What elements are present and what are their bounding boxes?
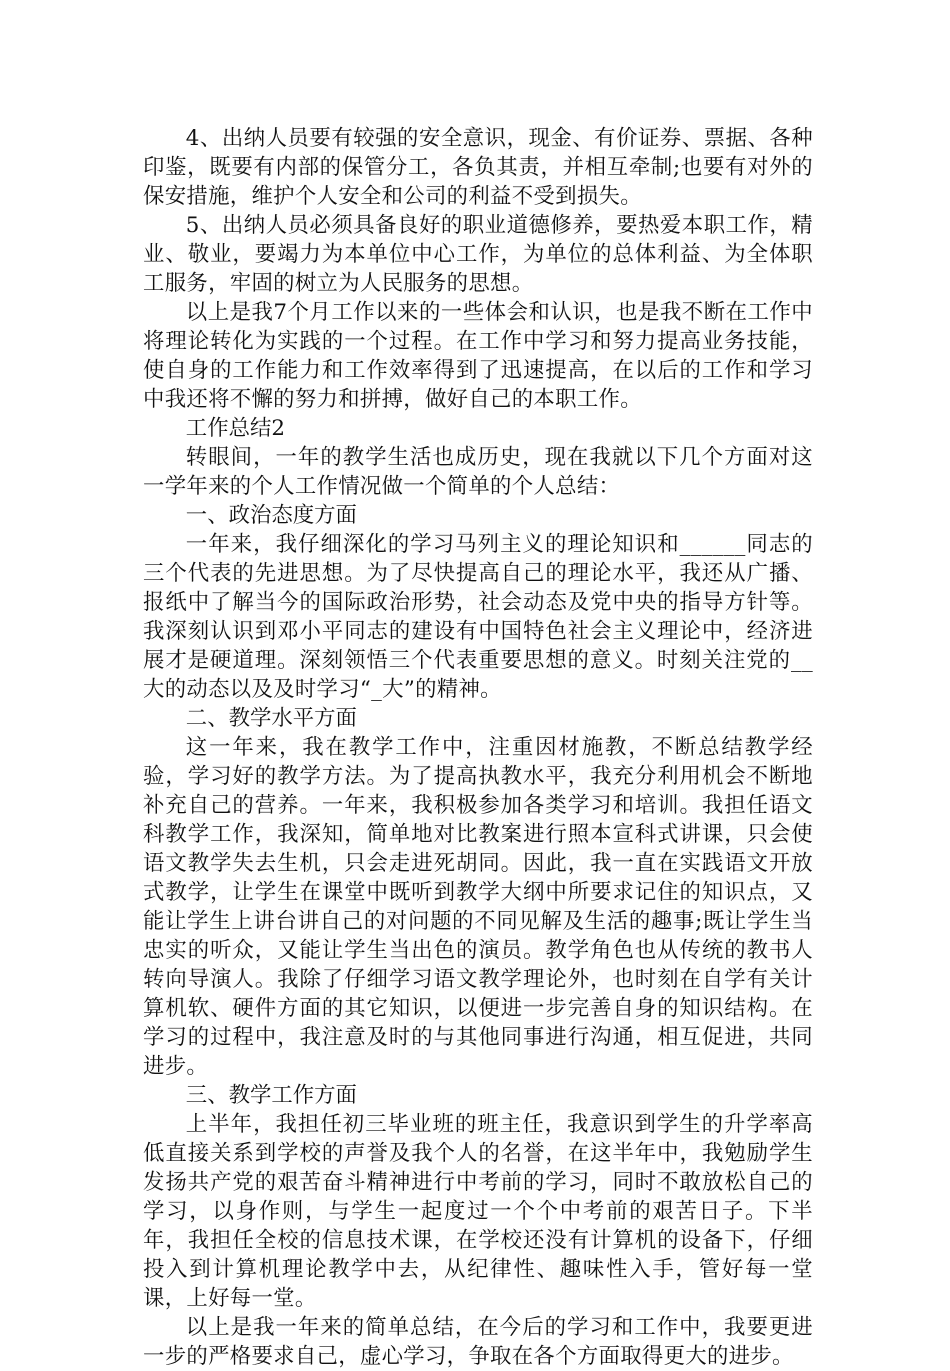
document-page (143, 124, 813, 1371)
heading-teaching-work: 三、教学工作方面 (185, 1083, 357, 1108)
section-title-work-summary-2: 工作总结2 (185, 416, 285, 441)
heading-teaching-level: 二、教学水平方面 (185, 706, 357, 731)
heading-political-attitude: 一、政治态度方面 (185, 503, 357, 528)
paragraph-teaching-level: 这一年来，我在教学工作中，注重因材施教，不断总结教学经验，学习好的教学方法。为了提高执教水平，我充分利用机会不断地补充自己的营养。一年来，我积极参加各类学习和培训。我担任语文科教学工作，我深知，简单地对比教案进行照本宣科式讲课，只会使语文教学失去生机，只会走进死胡同。因此，我一直在实践语文开放式教学，让学生在课堂中既听到教学大纲中所要求记住的知识点，又能让学生上讲台讲自己的对问题的不同见解及生活的趣事;既让学生当忠实的听众，又能让学生当出色的演员。教学角色也从传统的教书人转向导演人。我除了仔细学习语文教学理论外，也时刻在自学有关计算机软、硬件方面的其它知识，以便进一步完善自身的知识结构。在学习的过程中，我注意及时的与其他同事进行沟通，相互促进，共同进步。 (143, 735, 813, 1079)
paragraph-teaching-work: 上半年，我担任初三毕业班的班主任，我意识到学生的升学率高低直接关系到学校的声誉及我个人的名誉，在这半年中，我勉励学生发扬共产党的艰苦奋斗精神进行中考前的学习，同时不敢放松自己的学习，以身作则，与学生一起度过一个个中考前的艰苦日子。下半年，我担任全校的信息技术课，在学校还没有计算机的设备下，仔细投入到计算机理论教学中去，从纪律性、趣味性入手，管好每一堂课，上好每一堂。 (143, 1112, 813, 1311)
paragraph-political-attitude: 一年来，我仔细深化的学习马列主义的理论知识和______同志的三个代表的先进思想。为了尽快提高自己的理论水平，我还从广播、报纸中了解当今的国际政治形势，社会动态及党中央的指导方针等。我深刻认识到邓小平同志的建设有中国特色社会主义理论中，经济进展才是硬道理。深刻领悟三个代表重要思想的意义。时刻关注党的__大的动态以及及时学习“_大”的精神。 (143, 532, 813, 702)
paragraph-intro: 转眼间，一年的教学生活也成历史，现在我就以下几个方面对这一学年来的个人工作情况做一个简单的个人总结： (143, 445, 813, 499)
paragraph-conclusion: 以上是我一年来的简单总结，在今后的学习和工作中，我要更进一步的严格要求自己，虚心学习，争取在各个方面取得更大的进步。 (143, 1315, 813, 1369)
paragraph-seven-month-summary: 以上是我7个月工作以来的一些体会和认识，也是我不断在工作中将理论转化为实践的一个过程。在工作中学习和努力提高业务技能，使自身的工作能力和工作效率得到了迅速提高，在以后的工作和学习中我还将不懈的努力和拼搏，做好自己的本职工作。 (143, 300, 813, 412)
paragraph-cashier-safety: 4、出纳人员要有较强的安全意识，现金、有价证券、票据、各种印鉴，既要有内部的保管分工，各负其责，并相互牵制;也要有对外的保安措施，维护个人安全和公司的利益不受到损失。 (143, 126, 813, 209)
paragraph-cashier-ethics: 5、出纳人员必须具备良好的职业道德修养，要热爱本职工作，精业、敬业，要竭力为本单位中心工作，为单位的总体利益、为全体职工服务，牢固的树立为人民服务的思想。 (143, 213, 813, 296)
